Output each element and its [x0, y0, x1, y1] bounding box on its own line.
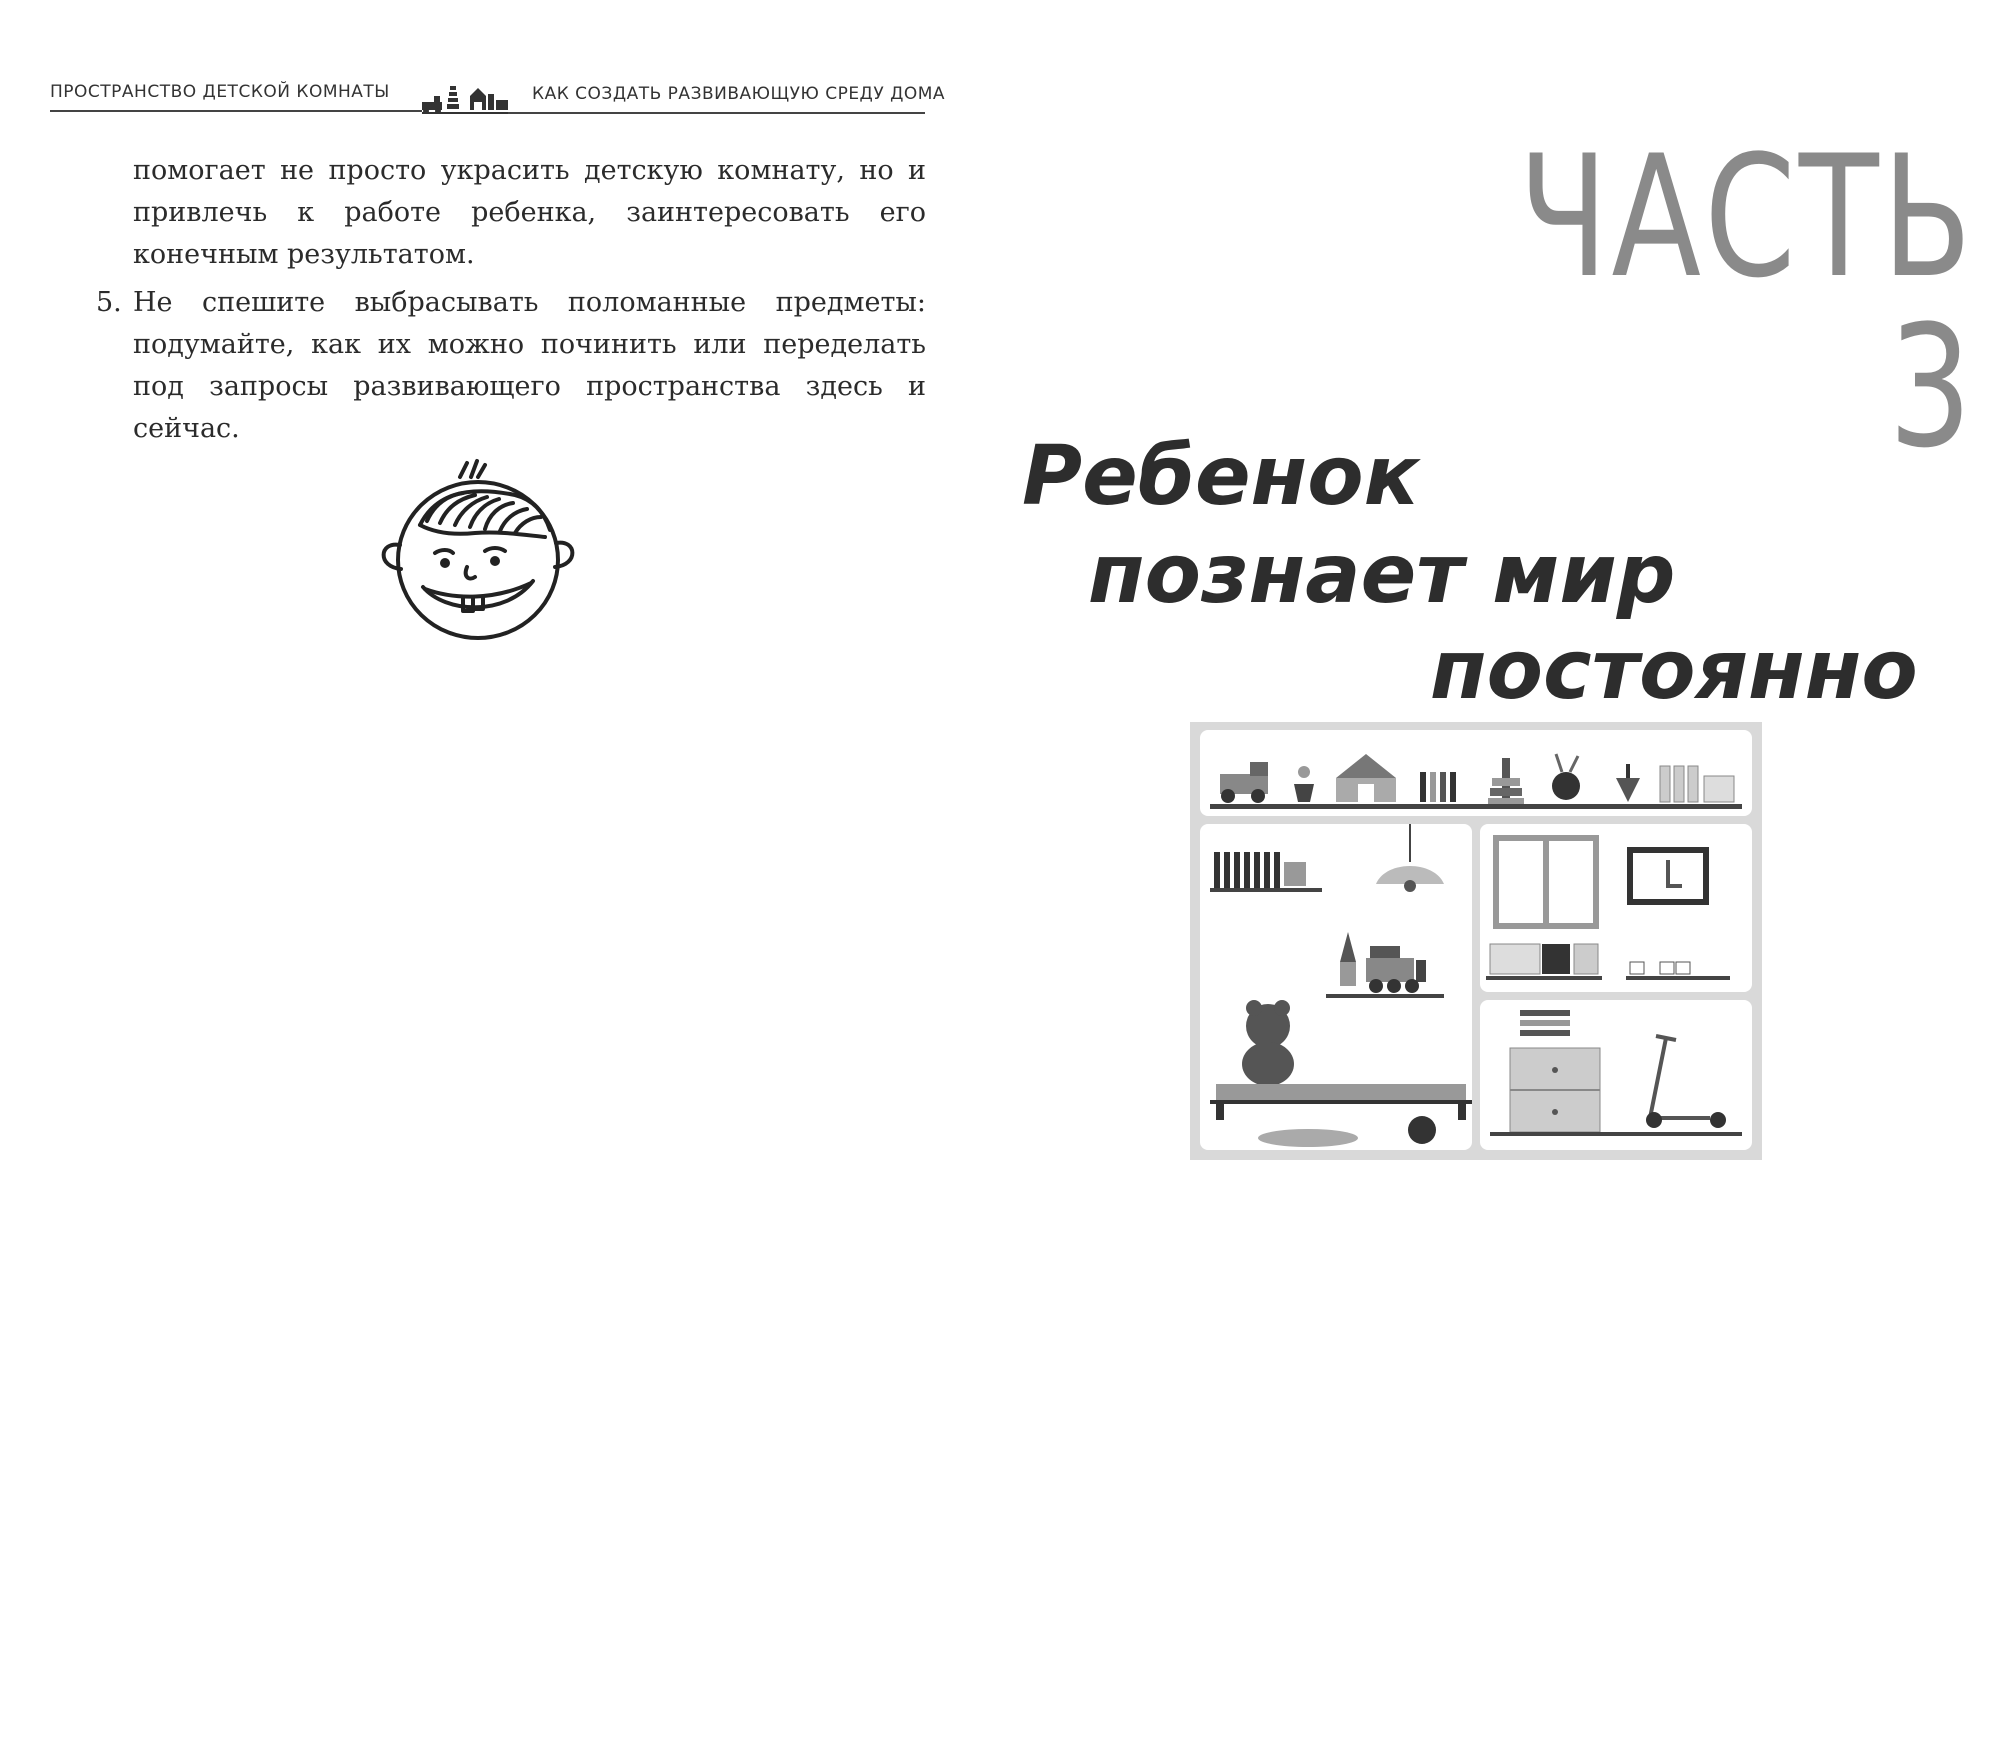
left-page	[0, 0, 960, 1754]
header-toys-icon	[422, 80, 512, 114]
list-item-number: 5.	[96, 287, 122, 318]
chapter-subtitle-line-2: познает мир	[1088, 527, 1676, 622]
running-header	[50, 70, 946, 120]
header-section-title: ПРОСТРАНСТВО ДЕТСКОЙ КОМНАТЫ	[50, 82, 390, 102]
paragraph-continuation: помогает не просто украсить детскую комнату, но и привлечь к работе ребенка, заинтересовать его конечным результатом.	[133, 155, 926, 270]
chapter-subtitle-line-1: Ребенок	[1022, 429, 1420, 524]
smiling-child-face-icon	[365, 455, 595, 655]
kids-room-shelves-illustration	[1190, 722, 1762, 1160]
header-rule-left	[50, 110, 422, 112]
list-item	[96, 282, 926, 450]
chapter-subtitle-line-3: постоянно	[1430, 623, 1918, 718]
right-page	[960, 0, 2000, 1754]
header-book-title: КАК СОЗДАТЬ РАЗВИВАЮЩУЮ СРЕДУ ДОМА	[532, 84, 946, 104]
part-title: ЧАСТЬ 3	[1518, 119, 1975, 485]
body-text	[96, 150, 926, 450]
header-rule-right	[508, 112, 925, 114]
list-item-text: Не спешите выбрасывать поломанные предметы: подумайте, как их можно починить или переделать под запросы развивающего пространства здесь и сейчас.	[133, 287, 926, 444]
